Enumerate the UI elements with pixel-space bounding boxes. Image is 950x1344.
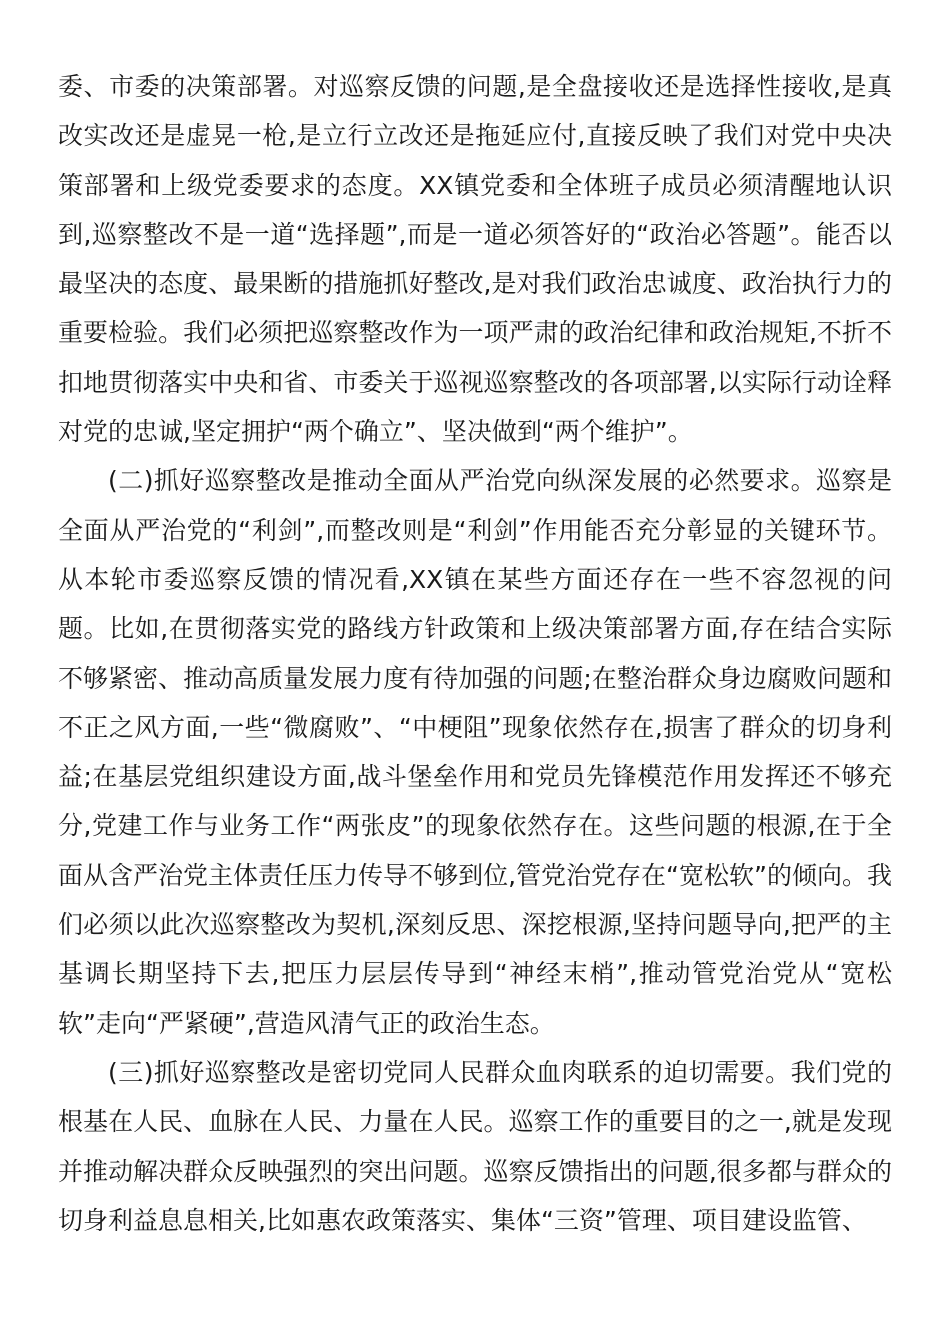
paragraph-3: (三)抓好巡察整改是密切党同人民群众血肉联系的迫切需要。我们党的根基在人民、血脉在人民、力量在人民。巡察工作的重要目的之一,就是发现并推动解决群众反映强烈的突出问题。巡察反馈指出的问题,很多都与群众的切身利益息息相关,比如惠农政策落实、集体“三资”管理、项目建设监管、	[58, 1057, 892, 1235]
paragraph-1: 委、市委的决策部署。对巡察反馈的问题,是全盘接收还是选择性接收,是真改实改还是虚晃一枪,是立行立改还是拖延应付,直接反映了我们对党中央决策部署和上级党委要求的态度。XX镇党委和全体班子成员必须清醒地认识到,巡察整改不是一道“选择题”,而是一道必须答好的“政治必答题”。能否以最坚决的态度、最果断的措施抓好整改,是对我们政治忠诚度、政治执行力的重要检验。我们必须把巡察整改作为一项严肃的政治纪律和政治规矩,不折不扣地贯彻落实中央和省、市委关于巡视巡察整改的各项部署,以实际行动诠释对党的忠诚,坚定拥护“两个确立”、坚决做到“两个维护”。	[58, 72, 892, 447]
paragraph-2: (二)抓好巡察整改是推动全面从严治党向纵深发展的必然要求。巡察是全面从严治党的“利剑”,而整改则是“利剑”作用能否充分彰显的关键环节。从本轮市委巡察反馈的情况看,XX镇在某些方面还存在一些不容忽视的问题。比如,在贯彻落实党的路线方针政策和上级决策部署方面,存在结合实际不够紧密、推动高质量发展力度有待加强的问题;在整治群众身边腐败问题和不正之风方面,一些“微腐败”、“中梗阻”现象依然存在,损害了群众的切身利益;在基层党组织建设方面,战斗堡垒作用和党员先锋模范作用发挥还不够充分,党建工作与业务工作“两张皮”的现象依然存在。这些问题的根源,在于全面从含严治党主体责任压力传导不够到位,管党治党存在“宽松软”的倾向。我们必须以此次巡察整改为契机,深刻反思、深挖根源,坚持问题导向,把严的主基调长期坚持下去,把压力层层传导到“神经末梢”,推动管党治党从“宽松软”走向“严紧硬”,营造风清气正的政治生态。	[58, 466, 892, 1038]
document-body	[58, 62, 892, 1245]
